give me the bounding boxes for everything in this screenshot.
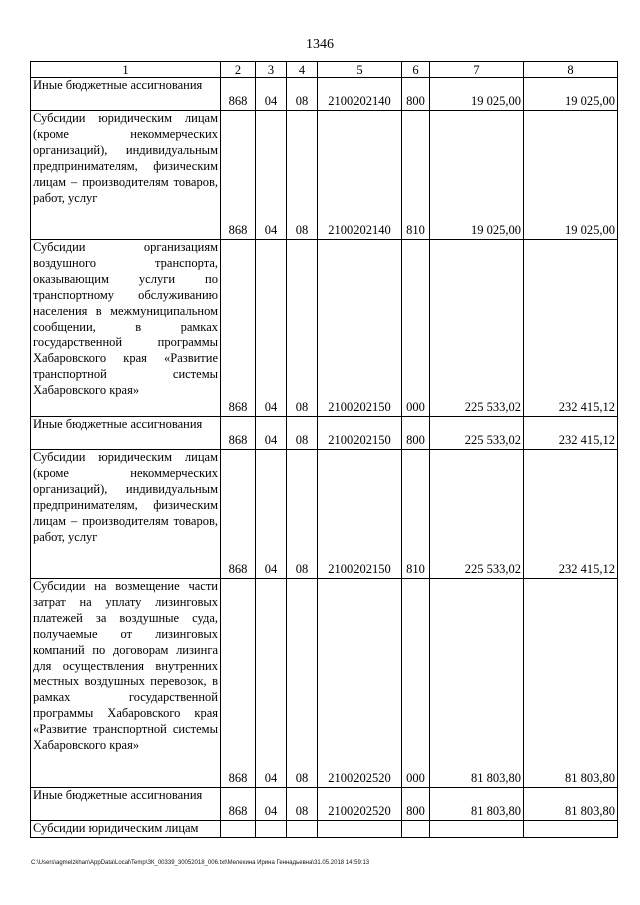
row-name: Субсидии на возмещение части затрат на уплату лизинговых платежей за воздушные суда, получаемые от лизинговых компаний по договорам лизинга для осуществления внутренних местных воздушных перевозок, в рамках государственной программы Хабаровского края «Развитие транспортной системы Хабаровского края»: [31, 579, 221, 788]
cell-amount-1: 19 025,00: [430, 78, 524, 111]
cell-amount-1: 225 533,02: [430, 417, 524, 450]
cell-expense-type: 000: [402, 579, 430, 788]
column-header: 2: [221, 62, 256, 78]
cell-chapter: 868: [221, 788, 256, 821]
cell-amount-1: 225 533,02: [430, 240, 524, 417]
cell-chapter: 868: [221, 78, 256, 111]
cell-subsection: 08: [287, 788, 318, 821]
cell-target-article: 2100202520: [318, 579, 402, 788]
cell-chapter: 868: [221, 240, 256, 417]
cell-subsection: [287, 821, 318, 838]
column-header: 5: [318, 62, 402, 78]
row-name: Субсидии юридическим лицам (кроме некоммерческих организаций), индивидуальным предпринимателям, физическим лицам – производителям товаров, работ, услуг: [31, 111, 221, 240]
table-row: [31, 417, 618, 450]
cell-subsection: 08: [287, 78, 318, 111]
cell-section: [256, 821, 287, 838]
cell-section: 04: [256, 788, 287, 821]
cell-amount-1: [430, 821, 524, 838]
cell-section: 04: [256, 240, 287, 417]
cell-amount-2: 81 803,80: [524, 788, 618, 821]
cell-amount-1: 81 803,80: [430, 579, 524, 788]
cell-section: 04: [256, 111, 287, 240]
cell-chapter: 868: [221, 450, 256, 579]
row-name: Иные бюджетные ассигнования: [31, 788, 221, 821]
cell-target-article: 2100202520: [318, 788, 402, 821]
cell-expense-type: [402, 821, 430, 838]
cell-expense-type: 000: [402, 240, 430, 417]
cell-target-article: 2100202140: [318, 111, 402, 240]
cell-amount-1: 19 025,00: [430, 111, 524, 240]
column-header: 1: [31, 62, 221, 78]
cell-target-article: 2100202150: [318, 240, 402, 417]
row-name: Иные бюджетные ассигнования: [31, 417, 221, 450]
cell-amount-2: 81 803,80: [524, 579, 618, 788]
cell-amount-2: [524, 821, 618, 838]
cell-section: 04: [256, 417, 287, 450]
cell-section: 04: [256, 78, 287, 111]
cell-target-article: 2100202150: [318, 450, 402, 579]
cell-expense-type: 810: [402, 450, 430, 579]
cell-amount-2: 19 025,00: [524, 111, 618, 240]
cell-amount-2: 232 415,12: [524, 417, 618, 450]
cell-chapter: 868: [221, 579, 256, 788]
cell-subsection: 08: [287, 417, 318, 450]
cell-subsection: 08: [287, 240, 318, 417]
cell-amount-2: 232 415,12: [524, 450, 618, 579]
cell-target-article: 2100202140: [318, 78, 402, 111]
cell-amount-1: 225 533,02: [430, 450, 524, 579]
cell-section: 04: [256, 450, 287, 579]
table-row: [31, 788, 618, 821]
table-row: [31, 111, 618, 240]
header-row: [31, 62, 618, 78]
column-header: 3: [256, 62, 287, 78]
cell-amount-2: 232 415,12: [524, 240, 618, 417]
row-name: Субсидии организациям воздушного транспорта, оказывающим услуги по транспортному обслуживанию населения в межмуниципальном сообщении, в рамках государственной программы Хабаровского края «Развитие транспортной системы Хабаровского края»: [31, 240, 221, 417]
cell-subsection: 08: [287, 579, 318, 788]
cell-chapter: 868: [221, 417, 256, 450]
cell-target-article: 2100202150: [318, 417, 402, 450]
column-header: 4: [287, 62, 318, 78]
cell-expense-type: 800: [402, 417, 430, 450]
cell-subsection: 08: [287, 450, 318, 579]
table-row: [31, 450, 618, 579]
row-name: Субсидии юридическим лицам (кроме некоммерческих организаций), индивидуальным предпринимателям, физическим лицам – производителям товаров, работ, услуг: [31, 450, 221, 579]
column-header: 6: [402, 62, 430, 78]
table-row: [31, 579, 618, 788]
row-name: Субсидии юридическим лицам: [31, 821, 221, 838]
cell-amount-2: 19 025,00: [524, 78, 618, 111]
cell-amount-1: 81 803,80: [430, 788, 524, 821]
cell-expense-type: 810: [402, 111, 430, 240]
cell-chapter: [221, 821, 256, 838]
table-row: [31, 78, 618, 111]
cell-target-article: [318, 821, 402, 838]
budget-table: [30, 61, 618, 838]
cell-chapter: 868: [221, 111, 256, 240]
table-row: [31, 240, 618, 417]
column-header: 7: [430, 62, 524, 78]
row-name: Иные бюджетные ассигнования: [31, 78, 221, 111]
file-path-footer: C:\Users\agmelzkhan\AppData\Local\Temp\ЗК_00339_30052018_006.txt\Мелехина Ирина Геннадьевна\31.05.2018 14:59:13: [31, 860, 370, 866]
cell-expense-type: 800: [402, 788, 430, 821]
cell-section: 04: [256, 579, 287, 788]
cell-subsection: 08: [287, 111, 318, 240]
column-header: 8: [524, 62, 618, 78]
page-number: 1346: [306, 37, 334, 52]
cell-expense-type: 800: [402, 78, 430, 111]
table-row: [31, 821, 618, 838]
